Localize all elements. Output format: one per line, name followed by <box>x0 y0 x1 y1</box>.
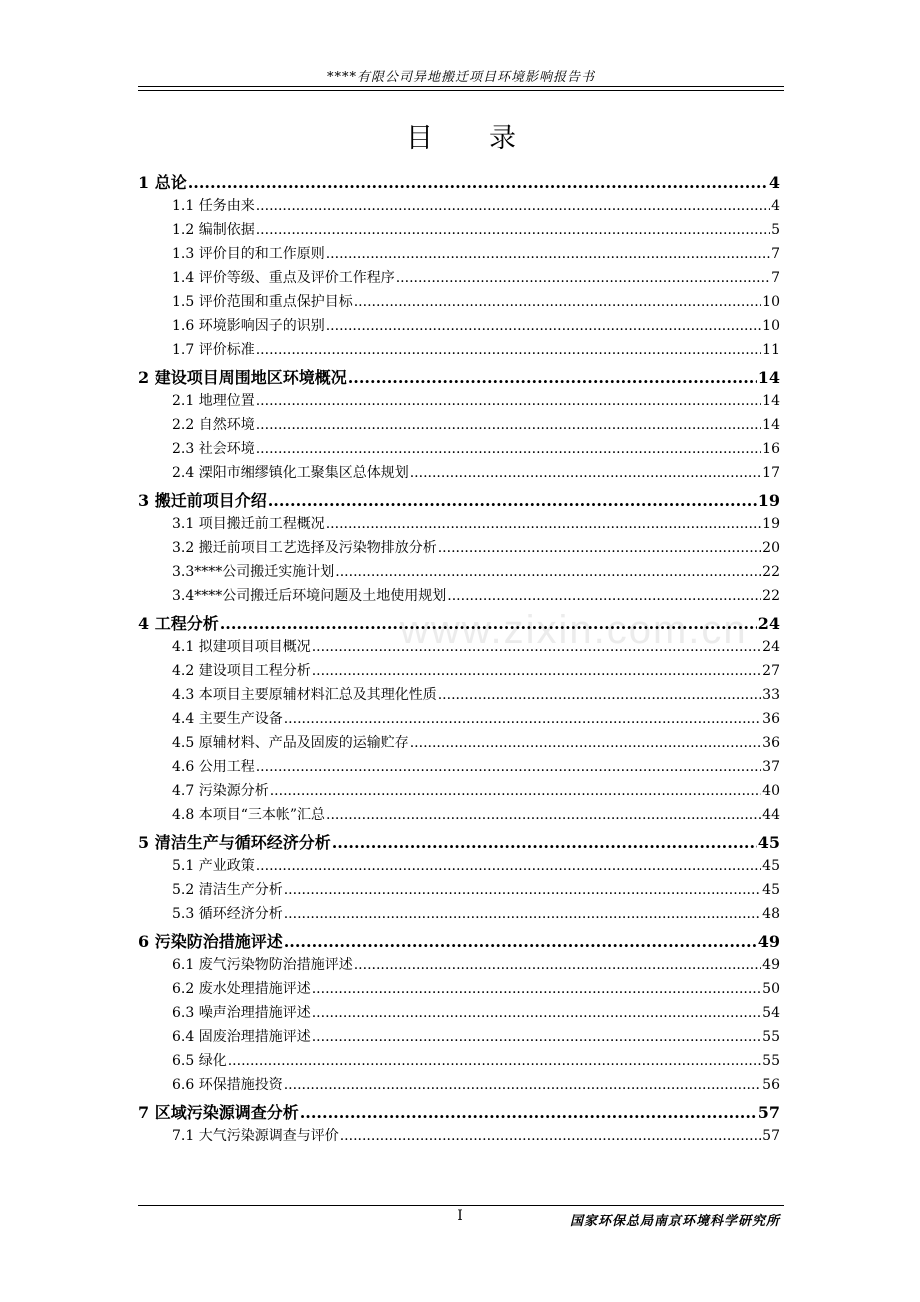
toc-section-entry[interactable] <box>138 561 780 585</box>
toc-entry-label: 5.1 产业政策 <box>172 858 255 874</box>
toc-section-entry[interactable] <box>138 903 780 927</box>
dot-leader <box>284 882 761 898</box>
footer-rule <box>138 1205 784 1206</box>
toc-entry-label: 1.3 评价目的和工作原则 <box>172 246 325 262</box>
toc-entry-page-number: 56 <box>762 1077 780 1093</box>
dot-leader <box>284 932 757 951</box>
toc-entry-label: 3.2 搬迁前项目工艺选择及污染物排放分析 <box>172 540 437 556</box>
toc-entry-page-number: 22 <box>762 564 780 580</box>
toc-section-entry[interactable] <box>138 195 780 219</box>
toc-entry-page-number: 24 <box>762 639 780 655</box>
toc-section-entry[interactable] <box>138 732 780 756</box>
toc-section-entry[interactable] <box>138 1026 780 1050</box>
toc-entry-label: 4.4 主要生产设备 <box>172 711 283 727</box>
toc-chapter-entry[interactable] <box>138 363 780 390</box>
toc-section-entry[interactable] <box>138 390 780 414</box>
dot-leader <box>268 491 757 510</box>
toc-entry-label: 3.1 项目搬迁前工程概况 <box>172 516 325 532</box>
dot-leader <box>332 833 757 852</box>
dot-leader <box>312 639 761 655</box>
toc-entry-page-number: 24 <box>757 614 780 633</box>
toc-section-entry[interactable] <box>138 1050 780 1074</box>
dot-leader <box>335 564 761 580</box>
toc-entry-page-number: 55 <box>762 1029 780 1045</box>
toc-entry-label: 4.8 本项目“三本帐”汇总 <box>172 807 326 823</box>
dot-leader <box>256 393 761 409</box>
toc-entry-page-number: 36 <box>762 711 780 727</box>
dot-leader <box>284 711 761 727</box>
toc-entry-label: 7.1 大气污染源调查与评价 <box>172 1128 339 1144</box>
toc-section-entry[interactable] <box>138 585 780 609</box>
dot-leader <box>326 318 761 334</box>
toc-entry-label: 1.7 评价标准 <box>172 342 255 358</box>
toc-section-entry[interactable] <box>138 291 780 315</box>
dot-leader <box>348 368 757 387</box>
toc-entry-label: 1.1 任务由来 <box>172 198 255 214</box>
toc-entry-page-number: 10 <box>762 294 780 310</box>
toc-section-entry[interactable] <box>138 660 780 684</box>
toc-section-entry[interactable] <box>138 1074 780 1098</box>
toc-entry-label: 4 工程分析 <box>138 614 219 633</box>
toc-entry-label: 4.7 污染源分析 <box>172 783 269 799</box>
toc-entry-page-number: 49 <box>757 932 780 951</box>
toc-entry-page-number: 16 <box>762 441 780 457</box>
toc-section-entry[interactable] <box>138 855 780 879</box>
toc-entry-label: 6 污染防治措施评述 <box>138 932 283 951</box>
toc-entry-page-number: 33 <box>762 687 780 703</box>
toc-entry-page-number: 57 <box>757 1103 780 1122</box>
toc-entry-page-number: 22 <box>762 588 780 604</box>
toc-entry-label: 6.2 废水处理措施评述 <box>172 981 311 997</box>
toc-entry-page-number: 4 <box>768 173 780 192</box>
toc-entry-label: 4.2 建设项目工程分析 <box>172 663 311 679</box>
toc-entry-page-number: 57 <box>762 1128 780 1144</box>
toc-entry-label: 6.6 环保措施投资 <box>172 1077 283 1093</box>
toc-entry-label: 5 清洁生产与循环经济分析 <box>138 833 331 852</box>
dot-leader <box>256 417 761 433</box>
toc-entry-label: 1.4 评价等级、重点及评价工作程序 <box>172 270 395 286</box>
toc-entry-page-number: 48 <box>762 906 780 922</box>
toc-entry-label: 1.2 编制依据 <box>172 222 255 238</box>
dot-leader <box>256 759 761 775</box>
dot-leader <box>312 1005 761 1021</box>
toc-section-entry[interactable] <box>138 438 780 462</box>
watermark: www.zixin.com.cn <box>400 608 748 652</box>
toc-section-entry[interactable] <box>138 267 780 291</box>
toc-entry-label: 1.5 评价范围和重点保护目标 <box>172 294 353 310</box>
running-header: ****有限公司异地搬迁项目环境影响报告书 <box>326 70 595 85</box>
toc-entry-label: 2.2 自然环境 <box>172 417 255 433</box>
toc-entry-page-number: 40 <box>762 783 780 799</box>
toc-section-entry[interactable] <box>138 636 780 660</box>
toc-entry-label: 6.1 废气污染物防治措施评述 <box>172 957 353 973</box>
toc-entry-page-number: 36 <box>762 735 780 751</box>
toc-entry-label: 1 总论 <box>138 173 187 192</box>
dot-leader <box>447 588 761 604</box>
toc-entry-label: 4.5 原辅材料、产品及固废的运输贮存 <box>172 735 409 751</box>
dot-leader <box>326 807 761 823</box>
dot-leader <box>256 198 770 214</box>
table-of-contents <box>138 168 780 1149</box>
toc-entry-label: 6.4 固废治理措施评述 <box>172 1029 311 1045</box>
toc-section-entry[interactable] <box>138 708 780 732</box>
toc-section-entry[interactable] <box>138 462 780 486</box>
dot-leader <box>312 1029 761 1045</box>
toc-entry-label: 5.2 清洁生产分析 <box>172 882 283 898</box>
toc-entry-page-number: 44 <box>762 807 780 823</box>
toc-entry-label: 3.3****公司搬迁实施计划 <box>172 564 335 580</box>
toc-entry-page-number: 11 <box>762 342 780 358</box>
toc-entry-label: 2.3 社会环境 <box>172 441 255 457</box>
toc-entry-label: 2 建设项目周围地区环境概况 <box>138 368 347 387</box>
page-title: 目录 <box>406 123 572 154</box>
toc-entry-page-number: 14 <box>757 368 780 387</box>
toc-entry-label: 4.6 公用工程 <box>172 759 255 775</box>
toc-entry-page-number: 50 <box>762 981 780 997</box>
toc-entry-page-number: 49 <box>762 957 780 973</box>
dot-leader <box>270 783 761 799</box>
toc-entry-page-number: 17 <box>762 465 780 481</box>
toc-section-entry[interactable] <box>138 339 780 363</box>
toc-entry-page-number: 10 <box>762 318 780 334</box>
toc-entry-page-number: 14 <box>762 417 780 433</box>
toc-entry-label: 3 搬迁前项目介绍 <box>138 491 267 510</box>
toc-chapter-entry[interactable] <box>138 927 780 954</box>
dot-leader <box>312 981 761 997</box>
footer-page-number: I <box>457 1208 463 1224</box>
toc-section-entry[interactable] <box>138 414 780 438</box>
toc-chapter-entry[interactable] <box>138 609 780 636</box>
toc-entry-page-number: 19 <box>762 516 780 532</box>
toc-entry-page-number: 14 <box>762 393 780 409</box>
toc-section-entry[interactable] <box>138 780 780 804</box>
toc-section-entry[interactable] <box>138 978 780 1002</box>
toc-entry-label: 6.3 噪声治理措施评述 <box>172 1005 311 1021</box>
toc-entry-page-number: 5 <box>771 222 780 238</box>
dot-leader <box>340 1128 761 1144</box>
toc-entry-label: 5.3 循环经济分析 <box>172 906 283 922</box>
toc-chapter-entry[interactable] <box>138 168 780 195</box>
toc-entry-label: 4.3 本项目主要原辅材料汇总及其理化性质 <box>172 687 437 703</box>
toc-entry-page-number: 45 <box>757 833 780 852</box>
dot-leader <box>256 858 761 874</box>
toc-section-entry[interactable] <box>138 315 780 339</box>
dot-leader <box>410 735 761 751</box>
toc-section-entry[interactable] <box>138 219 780 243</box>
toc-section-entry[interactable] <box>138 243 780 267</box>
toc-entry-page-number: 4 <box>771 198 780 214</box>
dot-leader <box>300 1103 757 1122</box>
toc-section-entry[interactable] <box>138 1002 780 1026</box>
dot-leader <box>354 294 761 310</box>
dot-leader <box>256 342 761 358</box>
toc-chapter-entry[interactable] <box>138 1098 780 1125</box>
dot-leader <box>326 246 770 262</box>
toc-section-entry[interactable] <box>138 756 780 780</box>
toc-section-entry[interactable] <box>138 954 780 978</box>
dot-leader <box>396 270 770 286</box>
toc-entry-page-number: 45 <box>762 882 780 898</box>
dot-leader <box>228 1053 761 1069</box>
dot-leader <box>188 173 768 192</box>
dot-leader <box>284 1077 761 1093</box>
toc-entry-page-number: 37 <box>762 759 780 775</box>
dot-leader <box>312 663 761 679</box>
toc-section-entry[interactable] <box>138 513 780 537</box>
dot-leader <box>284 906 761 922</box>
toc-entry-page-number: 20 <box>762 540 780 556</box>
toc-section-entry[interactable] <box>138 804 780 828</box>
dot-leader <box>438 687 761 703</box>
toc-entry-page-number: 7 <box>771 270 780 286</box>
dot-leader <box>354 957 761 973</box>
dot-leader <box>438 540 761 556</box>
toc-section-entry[interactable] <box>138 1125 780 1149</box>
toc-entry-label: 2.4 溧阳市缃缪镇化工聚集区总体规划 <box>172 465 409 481</box>
toc-entry-page-number: 54 <box>762 1005 780 1021</box>
toc-entry-label: 6.5 绿化 <box>172 1053 227 1069</box>
toc-chapter-entry[interactable] <box>138 486 780 513</box>
dot-leader <box>256 441 761 457</box>
toc-entry-page-number: 19 <box>757 491 780 510</box>
toc-entry-label: 7 区域污染源调查分析 <box>138 1103 299 1122</box>
toc-entry-label: 3.4****公司搬迁后环境问题及土地使用规划 <box>172 588 447 604</box>
toc-section-entry[interactable] <box>138 684 780 708</box>
toc-entry-page-number: 7 <box>771 246 780 262</box>
dot-leader <box>410 465 761 481</box>
toc-entry-label: 2.1 地理位置 <box>172 393 255 409</box>
toc-entry-page-number: 45 <box>762 858 780 874</box>
toc-section-entry[interactable] <box>138 879 780 903</box>
toc-entry-label: 1.6 环境影响因子的识别 <box>172 318 325 334</box>
toc-section-entry[interactable] <box>138 537 780 561</box>
toc-entry-label: 4.1 拟建项目项目概况 <box>172 639 311 655</box>
dot-leader <box>220 614 757 633</box>
toc-entry-page-number: 55 <box>762 1053 780 1069</box>
header-rule <box>138 86 784 91</box>
toc-entry-page-number: 27 <box>762 663 780 679</box>
dot-leader <box>326 516 761 532</box>
footer-organization: 国家环保总局南京环境科学研究所 <box>569 1214 780 1229</box>
dot-leader <box>256 222 770 238</box>
toc-chapter-entry[interactable] <box>138 828 780 855</box>
